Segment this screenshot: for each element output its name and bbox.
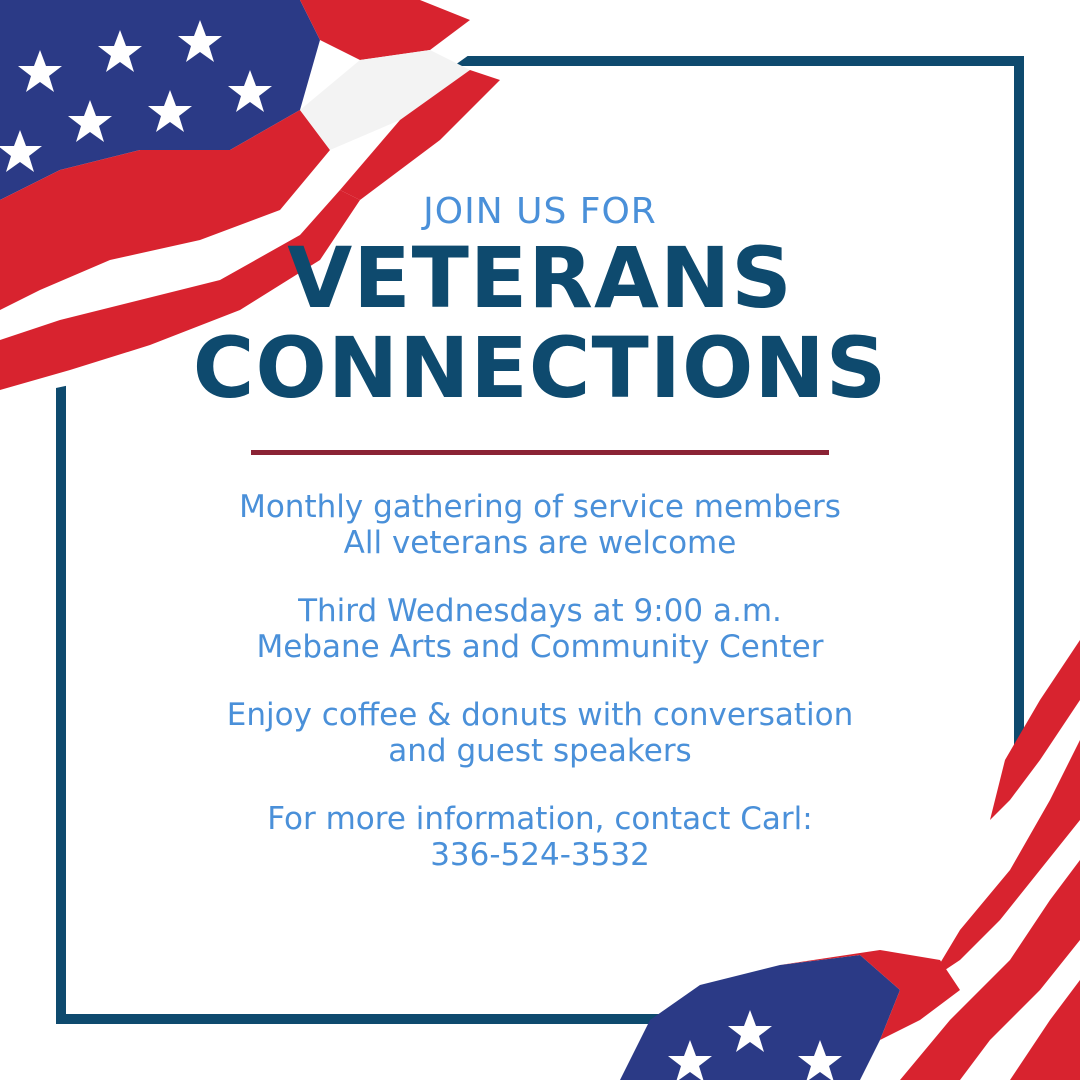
detail-line: For more information, contact Carl: [267, 801, 813, 837]
detail-line: Monthly gathering of service members [239, 489, 841, 525]
detail-line: Mebane Arts and Community Center [256, 629, 824, 665]
title-line-1: VETERANS [287, 229, 793, 327]
detail-line: and guest speakers [388, 733, 692, 769]
contact-phone: 336-524-3532 [430, 837, 650, 873]
detail-block-schedule [110, 593, 970, 665]
detail-block-welcome [110, 489, 970, 561]
title-line-2: CONNECTIONS [192, 319, 888, 417]
event-content [110, 190, 970, 905]
divider-rule [251, 450, 829, 455]
detail-block-activities [110, 697, 970, 769]
detail-block-contact [110, 801, 970, 873]
detail-line: All veterans are welcome [343, 525, 737, 561]
detail-line: Enjoy coffee & donuts with conversation [226, 697, 854, 733]
kicker-text: JOIN US FOR [423, 191, 657, 232]
detail-line: Third Wednesdays at 9:00 a.m. [298, 593, 782, 629]
event-title [110, 229, 970, 417]
